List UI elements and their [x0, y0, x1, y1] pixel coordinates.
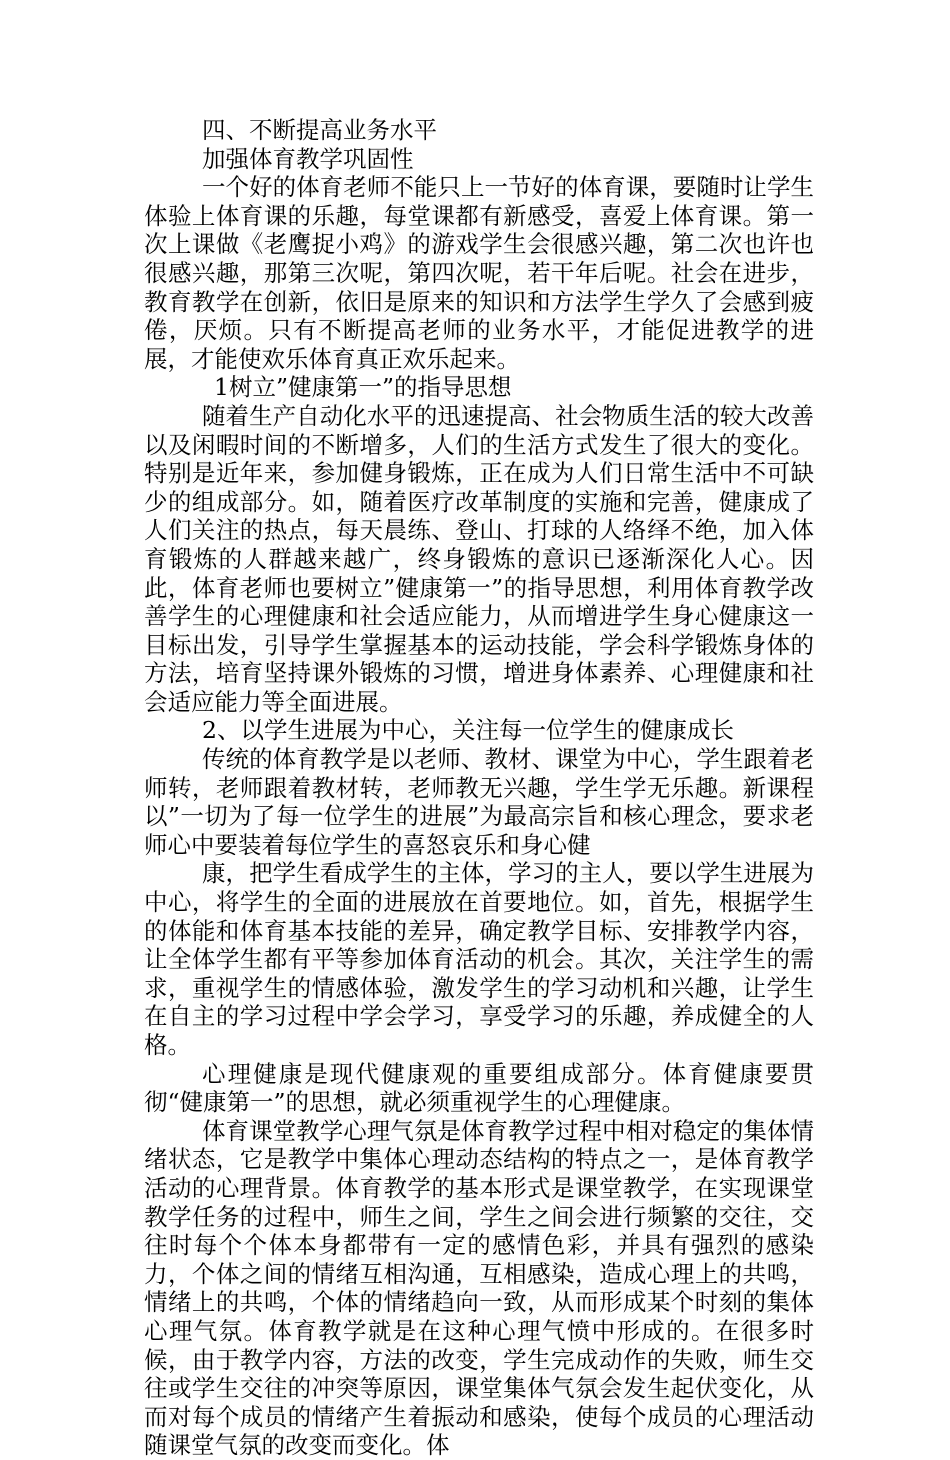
paragraph: 体育课堂教学心理气氛是体育教学过程中相对稳定的集体情绪状态，它是教学中集体心理动态结构的特点之一，是体育教学活动的心理背景。体育教学的基本形式是课堂教学，在实现课堂教学任务的过程中，师生之间，学生之间会进行频繁的交往，交往时每个个体本身都带有一定的感情色彩，并具有强烈的感染力，个体之间的情绪互相沟通，互相感染，造成心理上的共鸣，情绪上的共鸣，个体的情绪趋向一致，从而形成某个时刻的集体心理气氛。体育教学就是在这种心理气愤中形成的。在很多时候，由于教学内容，方法的改变，学生完成动作的失败，师生交往或学生交往的冲突等原因，课堂集体气氛会发生起伏变化，从而对每个成员的情绪产生着振动和感染，使每个成员的心理活动随课堂气氛的改变而变化。体	[144, 1116, 814, 1460]
subsection-heading: 1树立”健康第一”的指导思想	[214, 373, 512, 402]
subsection-heading: 2、以学生进展为中心，关注每一位学生的健康成长	[202, 716, 734, 745]
section-subheading: 加强体育教学巩固性	[202, 144, 414, 173]
paragraph: 康，把学生看成学生的主体，学习的主人，要以学生进展为中心，将学生的全面的进展放在首要地位。如，首先，根据学生的体能和体育基本技能的差异，确定教学目标、安排教学内容，让全体学生都有平等参加体育活动的机会。其次，关注学生的需求，重视学生的情感体验，激发学生的学习动机和兴趣，让学生在自主的学习过程中学会学习，享受学习的乐趣，养成健全的人格。	[144, 859, 814, 1059]
paragraph: 心理健康是现代健康观的重要组成部分。体育健康要贯彻“健康第一”的思想，就必须重视学生的心理健康。	[144, 1059, 814, 1117]
paragraph: 一个好的体育老师不能只上一节好的体育课，要随时让学生体验上体育课的乐趣，每堂课都有新感受，喜爱上体育课。第一次上课做《老鹰捉小鸡》的游戏学生会很感兴趣，第二次也许也很感兴趣，那第三次呢，第四次呢，若干年后呢。社会在进步，教育教学在创新，依旧是原来的知识和方法学生学久了会感到疲倦，厌烦。只有不断提高老师的业务水平，才能促进教学的进展，才能使欢乐体育真正欢乐起来。	[144, 173, 814, 373]
document-body	[144, 116, 814, 1460]
paragraph: 随着生产自动化水平的迅速提高、社会物质生活的较大改善以及闲暇时间的不断增多，人们的生活方式发生了很大的变化。特别是近年来，参加健身锻炼，正在成为人们日常生活中不可缺少的组成部分。如，随着医疗改革制度的实施和完善，健康成了人们关注的热点，每天晨练、登山、打球的人络绎不绝，加入体育锻炼的人群越来越广，终身锻炼的意识已逐渐深化人心。因此，体育老师也要树立”健康第一”的指导思想，利用体育教学改善学生的心理健康和社会适应能力，从而增进学生身心健康这一目标出发，引导学生掌握基本的运动技能，学会科学锻炼身体的方法，培育坚持课外锻炼的习惯，增进身体素养、心理健康和社会适应能力等全面进展。	[144, 401, 814, 716]
paragraph: 传统的体育教学是以老师、教材、课堂为中心，学生跟着老师转，老师跟着教材转，老师教无兴趣，学生学无乐趣。新课程以”一切为了每一位学生的进展”为最高宗旨和核心理念，要求老师心中要装着每位学生的喜怒哀乐和身心健	[144, 745, 814, 859]
section-heading: 四、不断提高业务水平	[202, 116, 437, 144]
